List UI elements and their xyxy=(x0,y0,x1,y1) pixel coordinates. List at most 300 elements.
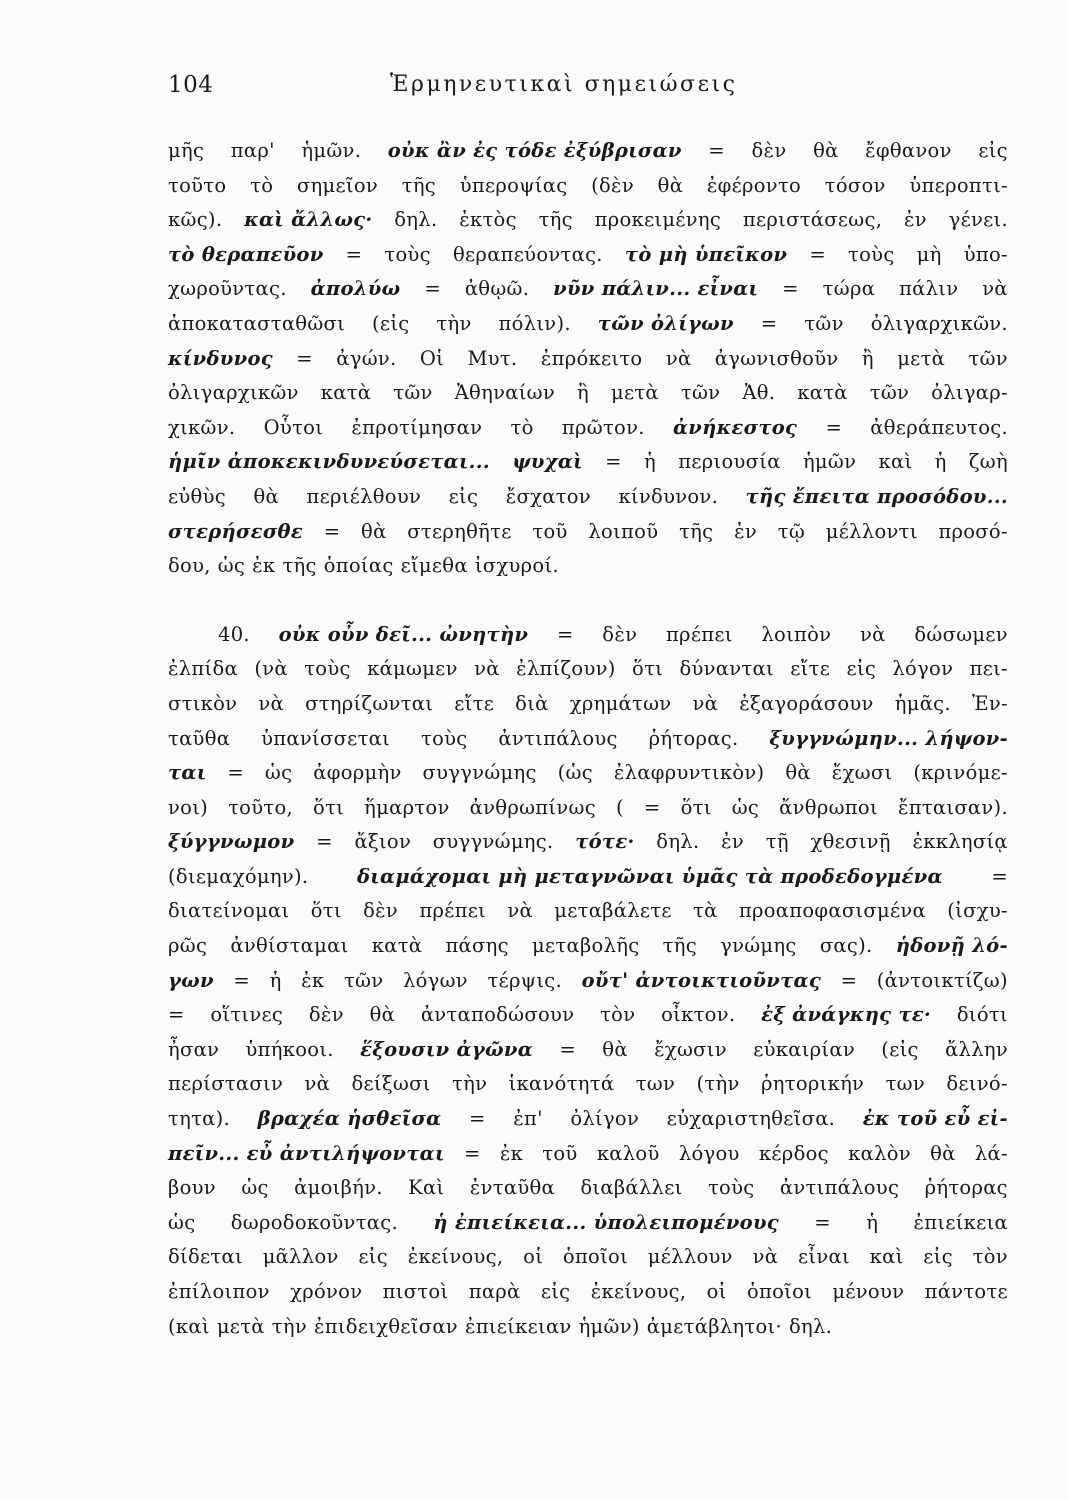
word: σας). xyxy=(819,934,873,958)
word: ἐπιείκειαν xyxy=(464,1314,572,1338)
word: ἐκ xyxy=(499,1141,524,1165)
word: = xyxy=(809,242,826,266)
word: θὰ xyxy=(253,484,279,508)
lemma: τὸ θεραπεῦον xyxy=(168,242,324,266)
word: τὸ xyxy=(510,415,534,439)
word: κάμωμεν xyxy=(367,657,458,681)
word: κατὰ xyxy=(320,381,372,405)
word: πρῶτον. xyxy=(561,415,645,439)
lemma: πεῖν... εὖ ἀντιλήψονται xyxy=(168,1141,445,1165)
word: γένει. xyxy=(948,208,1008,232)
word: τόσον xyxy=(824,173,886,197)
paragraph-2 xyxy=(168,618,1008,1344)
word: χρημάτων xyxy=(569,691,672,715)
word: τοὺς xyxy=(707,1176,755,1200)
word: ἐλπίδα xyxy=(168,657,238,681)
word: ἀνταποδώσουν xyxy=(420,1003,575,1027)
word: ἡ xyxy=(934,450,947,474)
word: μετὰ xyxy=(897,346,946,370)
word: θὰ xyxy=(657,173,684,197)
word: τῷ xyxy=(777,519,806,543)
word: παρ' xyxy=(230,139,275,162)
word: νὰ xyxy=(665,346,692,370)
word: κῶς). xyxy=(168,208,223,232)
word: στικὸν xyxy=(168,691,238,715)
word: τῶν xyxy=(968,346,1008,370)
word: χωροῦντας. xyxy=(168,277,287,301)
word: θὰ xyxy=(930,1141,956,1165)
word: τῇ xyxy=(765,830,789,854)
word: ὡς xyxy=(731,795,760,819)
word: ῥήτορας xyxy=(924,1176,1008,1200)
word: τῆς xyxy=(401,173,437,197)
word: γνώμης xyxy=(720,934,797,958)
lemma: καὶ ἄλλως· xyxy=(244,208,373,232)
lemma: τῶν ὀλίγων xyxy=(597,311,734,335)
word: ὁποῖοι xyxy=(562,1245,629,1269)
word: ἡμῶν. xyxy=(301,139,362,162)
word: εἰς xyxy=(846,657,877,681)
word: ὀλιγαρχικῶν xyxy=(168,381,299,405)
word: εὐκαιρίαν xyxy=(753,1037,855,1061)
word: Καὶ xyxy=(408,1176,445,1200)
word: προαποφασισμένα xyxy=(738,899,926,923)
word: μέλλοντι xyxy=(825,519,918,543)
lemma: τῆς ἔπειτα προσόδου... xyxy=(745,484,1008,508)
word: Ἐν- xyxy=(971,691,1008,715)
word: ( xyxy=(615,795,624,819)
word: ἐπίλοιπον xyxy=(168,1280,270,1303)
word: ταῦθα xyxy=(168,726,231,750)
text-line xyxy=(168,1275,1008,1310)
word: κίνδυνον. xyxy=(618,484,719,508)
word: τὴν xyxy=(452,1072,488,1096)
word: = xyxy=(825,415,843,439)
word: τῶν xyxy=(343,968,384,992)
word: ἄλλην xyxy=(945,1037,1008,1061)
word: εἰς xyxy=(358,1245,388,1269)
lemma: ἡ ἐπιείκεια... ὑπολειπομένους xyxy=(433,1210,779,1234)
running-title: Ἑρμηνευτικαὶ σημειώσεις xyxy=(390,72,738,97)
word: θὰ xyxy=(361,519,387,543)
word: ἡμῶν) xyxy=(578,1314,640,1338)
word: κατὰ xyxy=(797,381,848,405)
word: (καὶ xyxy=(168,1314,210,1338)
word: (νὰ xyxy=(254,657,288,681)
word: ὀλιγαρχικῶν. xyxy=(870,311,1008,335)
word: τὸ xyxy=(250,173,274,197)
word: ἀντιπάλους xyxy=(498,726,618,750)
word: ἐν xyxy=(903,208,927,232)
word: παρὰ xyxy=(468,1280,521,1303)
word: ἐκτὸς xyxy=(459,208,517,232)
word: ὑπο- xyxy=(963,242,1008,266)
word: ἐπιδειχθεῖσαν xyxy=(313,1314,458,1338)
word: = xyxy=(643,795,661,819)
word: (διεμαχόμην). xyxy=(168,864,309,888)
word: τῆς xyxy=(538,208,573,232)
word: = xyxy=(323,519,341,543)
text-line xyxy=(168,1206,1008,1241)
word: τῶν xyxy=(804,311,844,335)
word: ἀντιπάλους xyxy=(779,1176,900,1200)
word: ὁποῖοι xyxy=(746,1280,813,1303)
word: τοῦ xyxy=(542,1141,578,1165)
word: στηρίζωνται xyxy=(305,691,434,715)
word: ἢ xyxy=(861,346,874,370)
word: δὲν xyxy=(751,139,787,162)
word: προσό- xyxy=(938,519,1008,543)
word: καλὸν xyxy=(848,1141,911,1165)
word: ὡς xyxy=(264,761,293,785)
word: (ἰσχυ- xyxy=(947,899,1008,923)
word: νὰ xyxy=(982,277,1008,301)
text-line xyxy=(168,860,1008,895)
word: ὅτι xyxy=(313,795,345,819)
word: τητα). xyxy=(168,1107,231,1131)
word: ἡ xyxy=(269,968,282,992)
word: ἀμετάβλητοι· xyxy=(646,1314,782,1338)
text-line xyxy=(168,203,1008,238)
text-line xyxy=(168,549,1008,584)
word: ἢ xyxy=(577,381,589,405)
word: δὲν xyxy=(363,899,399,923)
word: ἐκείνους, xyxy=(407,1245,504,1269)
word: νοι) xyxy=(168,795,209,819)
word: θὰ xyxy=(813,139,839,162)
text-line xyxy=(168,307,1008,342)
word: ὡς xyxy=(217,554,246,578)
lemma: ἡδονῇ λό- xyxy=(895,934,1008,958)
word: τὴν xyxy=(436,311,472,335)
word: μὴ xyxy=(916,242,942,266)
word: = xyxy=(469,1107,486,1131)
word: ἰσχυροί. xyxy=(474,554,559,578)
text-line xyxy=(168,342,1008,377)
word: μετὰ xyxy=(610,381,659,405)
word: ὅτι xyxy=(310,899,342,923)
word: δώσωμεν xyxy=(914,622,1008,646)
word: καὶ xyxy=(878,450,913,474)
word: συγγνώμης. xyxy=(432,830,554,854)
lemma: ψυχαὶ xyxy=(512,450,583,474)
text-line xyxy=(168,480,1008,515)
text-line xyxy=(168,722,1008,757)
word: νὰ xyxy=(752,1245,779,1269)
word: = xyxy=(991,864,1008,888)
word: (κρινόμε- xyxy=(913,761,1008,785)
word: ἔσχατον xyxy=(505,484,591,508)
lemma: νῦν πάλιν... εἶναι xyxy=(553,277,759,301)
word: τῶν xyxy=(680,381,721,405)
word: δηλ. xyxy=(394,208,438,232)
text-line xyxy=(168,1067,1008,1102)
word: περιουσία xyxy=(678,450,781,474)
word: οἱ xyxy=(706,1280,727,1303)
word: Ἀθηναίων xyxy=(454,381,556,405)
word: (ὡς xyxy=(557,761,593,785)
word: = xyxy=(233,968,251,992)
word: πάλιν xyxy=(899,277,959,301)
word: δείξωσι xyxy=(351,1072,431,1096)
word: Οὗτοι xyxy=(263,415,324,439)
word: οἵτινες xyxy=(210,1003,284,1027)
word: δηλ. xyxy=(656,830,700,854)
word: τοὺς xyxy=(384,242,431,266)
word: ἐκ xyxy=(301,968,325,992)
lemma: ἀνήκεστος xyxy=(672,415,798,439)
word: σημεῖον xyxy=(296,173,379,197)
word: πιστοὶ xyxy=(382,1280,449,1303)
word: μέλλουν xyxy=(647,1245,733,1269)
word: εἰς xyxy=(448,484,479,508)
word: των xyxy=(885,1072,926,1096)
word: θὰ xyxy=(369,1003,396,1027)
word: εὐθὺς xyxy=(168,484,226,508)
word: δεινό- xyxy=(946,1072,1008,1096)
lemma: βραχέα ἡσθεῖσα xyxy=(257,1107,442,1131)
word: ἀθῳῶ. xyxy=(464,277,530,301)
word: κατὰ xyxy=(371,934,423,958)
word: τοὺς xyxy=(304,657,351,681)
word: τῶν xyxy=(393,381,433,405)
word: εἰς xyxy=(978,139,1008,162)
word: νὰ xyxy=(304,1072,331,1096)
lemma: ἀπολύω xyxy=(310,277,401,301)
word: ἐφέροντο xyxy=(706,173,802,197)
text-line xyxy=(168,929,1008,964)
word: τοῦτο xyxy=(168,173,227,197)
lemma: οὐκ οὖν δεῖ... ὠνητὴν xyxy=(278,622,529,646)
word: ἔχωσιν xyxy=(654,1037,727,1061)
word: ἐπρόκειτο xyxy=(540,346,643,370)
text-line xyxy=(168,791,1008,826)
lemma: στερήσεσθε xyxy=(168,519,303,543)
word: εἴτε xyxy=(790,657,831,681)
word: ἀποκατασταθῶσι xyxy=(168,311,346,335)
word: (ἀντοικτίζω) xyxy=(876,968,1008,992)
word: = xyxy=(227,761,245,785)
text-line xyxy=(168,411,1008,446)
lemma: διαμάχομαι μὴ μεταγνῶναι ὑμᾶς τὰ προδεδογμένα xyxy=(356,864,943,888)
word: ἥμαρτον xyxy=(364,795,450,819)
word: τοὺς xyxy=(421,726,468,750)
word: λόγον xyxy=(892,657,954,681)
text-line xyxy=(168,756,1008,791)
word: θεραπεύοντας. xyxy=(452,242,603,266)
word: ἐλπίζουν) xyxy=(516,657,616,681)
word: τὸν xyxy=(600,1003,636,1027)
lemma: τότε· xyxy=(575,830,635,854)
word: = xyxy=(840,968,858,992)
word: ἔχωσι xyxy=(831,761,893,785)
word: δύνανται xyxy=(679,657,774,681)
word: ὀλίγον xyxy=(570,1107,640,1131)
word: ἀνθίσταμαι xyxy=(230,934,349,958)
page-number: 104 xyxy=(168,72,214,98)
word: διαβάλλει xyxy=(580,1176,683,1200)
word: λόγου xyxy=(678,1141,740,1165)
word: μεταβάλετε xyxy=(554,899,672,923)
word: = xyxy=(316,830,333,854)
word: = xyxy=(424,277,441,301)
word: λόγων xyxy=(402,968,468,992)
lemma: ἐκ τοῦ εὖ εἰ- xyxy=(862,1107,1008,1131)
word: ὡς xyxy=(168,1210,196,1234)
word: καλοῦ xyxy=(596,1141,660,1165)
word: πάσης xyxy=(445,934,509,958)
word: εἰς xyxy=(540,1280,571,1303)
word: ἐκείνους, xyxy=(590,1280,687,1303)
commentary-text xyxy=(168,134,1008,1344)
text-line xyxy=(168,998,1008,1033)
word: προκειμένης xyxy=(594,208,722,232)
word: συγγνώμης xyxy=(422,761,537,785)
word: περίστασιν xyxy=(168,1072,284,1096)
word: πει- xyxy=(969,657,1008,681)
word: ὑπανίσσεται xyxy=(261,726,391,750)
word: περιέλθουν xyxy=(306,484,422,508)
word: ὀλιγαρ- xyxy=(931,381,1008,405)
word: εἴτε xyxy=(454,691,495,715)
word: μεταβολῆς xyxy=(532,934,640,958)
word: ἀμοιβήν. xyxy=(294,1176,383,1200)
word: χθεσινῇ xyxy=(810,830,891,854)
text-line xyxy=(168,894,1008,929)
word: εὐχαριστηθεῖσα. xyxy=(666,1107,836,1131)
word: ὅτι xyxy=(632,657,664,681)
word: εἶναι xyxy=(797,1245,850,1269)
text-line xyxy=(168,376,1008,411)
text-line xyxy=(168,272,1008,307)
lemma: ξύγγνωμον xyxy=(168,830,295,854)
word: ἐπροτίμησαν xyxy=(351,415,483,439)
word: τοῦτο, xyxy=(228,795,294,819)
word: χρόνον xyxy=(290,1280,363,1303)
word: = xyxy=(708,139,725,162)
word: ἡ xyxy=(644,450,656,474)
word: ὑπήκοοι. xyxy=(245,1037,334,1061)
word: ἐξαγοράσουν xyxy=(739,691,874,715)
word: ἱκανότητά xyxy=(508,1072,615,1096)
word: μῆς xyxy=(168,139,205,162)
word: (δὲν xyxy=(591,173,634,197)
word: δὲν xyxy=(602,622,638,646)
word: ἐν xyxy=(734,519,758,543)
word: βουν xyxy=(168,1176,216,1200)
word: = xyxy=(556,622,574,646)
text-line xyxy=(168,1102,1008,1137)
word: Μυτ. xyxy=(467,346,518,370)
lemma: γων xyxy=(168,968,214,992)
word: μένουν xyxy=(832,1280,905,1303)
paragraph-1 xyxy=(168,134,1008,584)
word: πόλιν). xyxy=(498,311,571,335)
text-line xyxy=(168,964,1008,999)
word: ἀγωνισθοῦν xyxy=(714,346,839,370)
word: δὲν xyxy=(308,1003,344,1027)
lemma: οὔτ' ἀντοικτιοῦντας xyxy=(581,968,822,992)
text-line xyxy=(168,1310,1008,1345)
word: ἐκκλησίᾳ xyxy=(912,830,1008,854)
word: στερηθῆτε xyxy=(407,519,512,543)
word: (εἰς xyxy=(881,1037,919,1061)
word: νὰ xyxy=(860,622,886,646)
word: = xyxy=(168,1003,185,1027)
lemma: ἐξ ἀνάγκης τε· xyxy=(761,1003,932,1027)
word: εἴμεθα xyxy=(400,554,468,578)
word: τῆς xyxy=(282,554,317,578)
word: τῶν xyxy=(869,381,910,405)
word: τώρα xyxy=(822,277,876,301)
word: εἰς xyxy=(923,1245,953,1269)
word: ῥήτορας. xyxy=(648,726,739,750)
word: Οἱ xyxy=(419,346,445,370)
word: τοὺς xyxy=(848,242,895,266)
word: ὑπεροψίας xyxy=(459,173,568,197)
word: καὶ xyxy=(869,1245,904,1269)
word: μᾶλλον xyxy=(262,1245,339,1269)
word: ἀθεράπευτος. xyxy=(870,415,1008,439)
word: ὁποίας xyxy=(323,554,394,578)
word: ἀνθρωπίνως xyxy=(469,795,596,819)
word: ἀγών. xyxy=(336,346,397,370)
word: νὰ xyxy=(258,691,285,715)
word: χικῶν. xyxy=(168,415,236,439)
word: ἐκ xyxy=(252,554,276,578)
text-line xyxy=(168,1240,1008,1275)
word: τὴν xyxy=(271,1314,307,1338)
word: ἐπιείκεια xyxy=(913,1210,1008,1234)
word: ὅτι xyxy=(680,795,712,819)
lemma: ἡμῖν ἀποκεκινδυνεύσεται... xyxy=(168,450,490,474)
word: ὑπεροπτι- xyxy=(909,173,1008,197)
word: τοῦ xyxy=(532,519,568,543)
word: τὰ xyxy=(693,899,718,923)
word: θὰ xyxy=(602,1037,628,1061)
word: ἡ xyxy=(866,1210,879,1234)
word: = xyxy=(760,311,778,335)
text-line xyxy=(168,1171,1008,1206)
word: ἡμῶν xyxy=(802,450,857,474)
word: ἐνταῦθα xyxy=(469,1176,555,1200)
word: λοιποῦ xyxy=(588,519,659,543)
word: ἡμᾶς. xyxy=(894,691,951,715)
word: διατείνομαι xyxy=(168,899,290,923)
word: = xyxy=(559,1037,576,1061)
word: πρέπει xyxy=(665,622,733,646)
text-line xyxy=(168,652,1008,687)
lemma: ται xyxy=(168,761,207,785)
word: = xyxy=(814,1210,831,1234)
word: διότι xyxy=(956,1003,1008,1027)
word: περιστάσεως, xyxy=(742,208,883,232)
word: ἐλαφρυντικὸν) xyxy=(613,761,765,785)
word: τέρψις. xyxy=(487,968,563,992)
word: νὰ xyxy=(474,657,500,681)
lemma: ξυγγνώμην... λήψον- xyxy=(769,726,1008,750)
word: δίδεται xyxy=(168,1245,243,1269)
word: πάντοτε xyxy=(924,1280,1008,1303)
word: = xyxy=(345,242,363,266)
lemma: κίνδυνος xyxy=(168,346,273,370)
word: ἦσαν xyxy=(168,1037,220,1061)
word: = xyxy=(296,346,313,370)
word: ρῶς xyxy=(168,934,208,958)
word: τῆς xyxy=(662,934,697,958)
text-line xyxy=(168,618,1008,653)
word: ῥητορικήν xyxy=(761,1072,865,1096)
